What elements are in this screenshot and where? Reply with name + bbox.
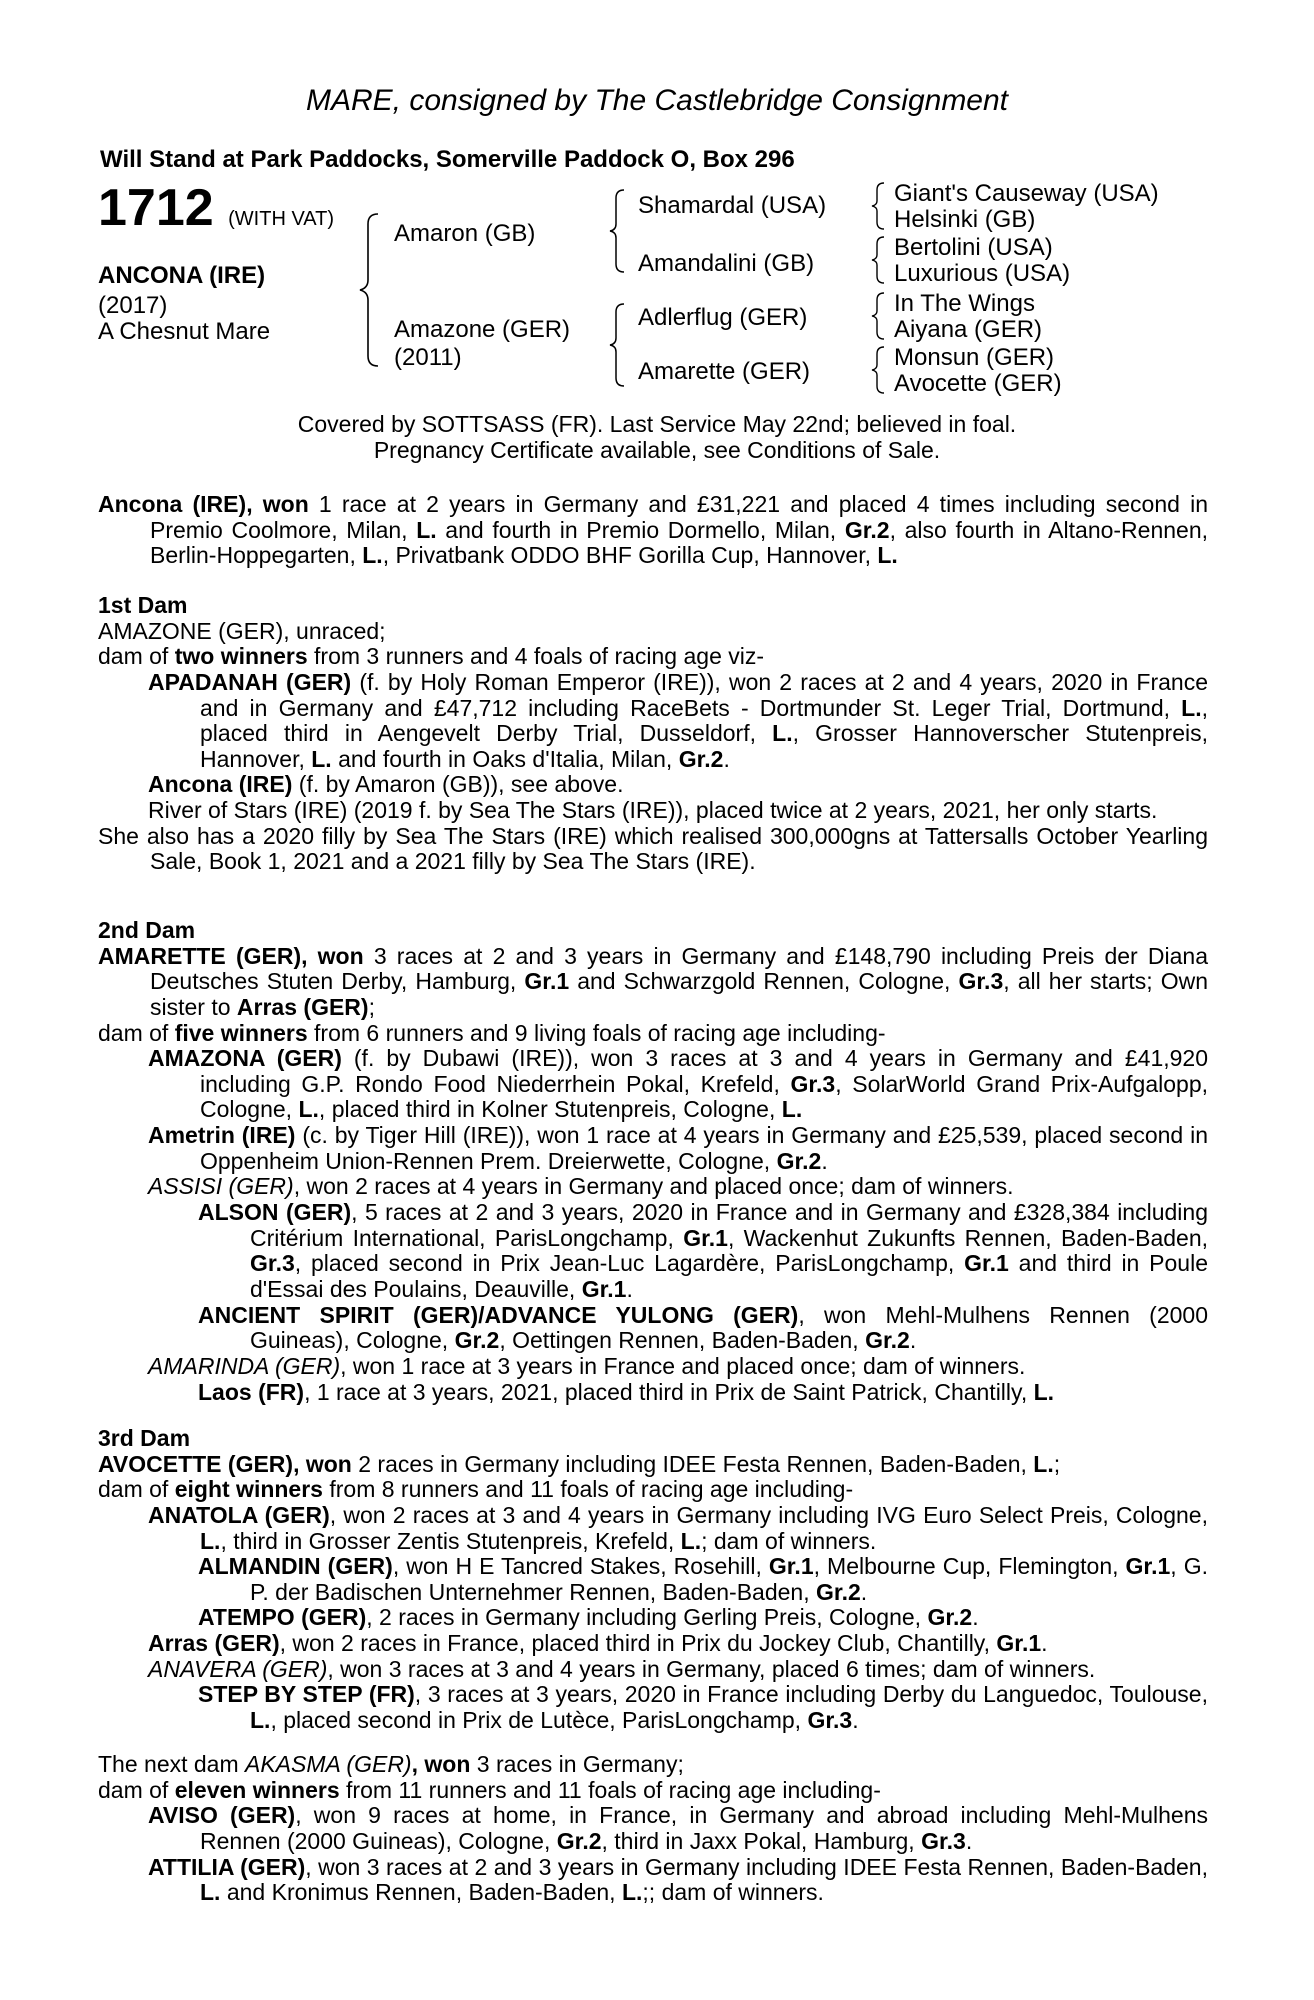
grade: Gr.1 bbox=[524, 968, 570, 995]
stand-location: Will Stand at Park Paddocks, Somerville Paddock O, Box 296 bbox=[100, 146, 795, 173]
text: , won 1 race at 3 years in France and placed once; dam of winners. bbox=[340, 1352, 1026, 1379]
progeny-river-of-stars: River of Stars (IRE) (2019 f. by Sea The Stars (IRE)), placed twice at 2 years, 2021, her only starts. bbox=[148, 797, 1158, 824]
text: , Grosser Hannoverscher Stutenpreis, Hannover, bbox=[200, 720, 1209, 772]
text: , placed third in Aengevelt Derby Trial, Dusseldorf, bbox=[200, 694, 1208, 747]
pedigree-g5: In The Wings bbox=[894, 290, 1035, 317]
covered-note bbox=[0, 412, 1314, 464]
she-also-note: She also has a 2020 filly by Sea The Stars (IRE) which realised 300,000gns at Tattersalls October Yearling Sale, Book 1, 2021 and a 2021 filly by Sea The Stars (IRE). bbox=[98, 822, 1208, 875]
listed: L. bbox=[311, 745, 332, 772]
horse-ref: Ametrin (IRE) bbox=[148, 1122, 296, 1149]
progeny-aviso bbox=[98, 1803, 1208, 1854]
text: ; bbox=[368, 993, 375, 1020]
lot-number bbox=[98, 179, 335, 237]
dam-summary bbox=[98, 1778, 1208, 1804]
text: . bbox=[972, 1604, 979, 1631]
progeny-arras bbox=[98, 1631, 1208, 1657]
text: , 1 race at 3 years, 2021, placed third in Prix de Saint Patrick, Chantilly, bbox=[304, 1378, 1034, 1405]
horse-year: (2017) bbox=[98, 292, 168, 319]
text: . bbox=[852, 1707, 859, 1734]
listed: L. bbox=[362, 542, 383, 569]
listed: L. bbox=[1033, 1450, 1054, 1477]
pedigree-brace-sire bbox=[606, 186, 636, 276]
text: . bbox=[723, 745, 730, 772]
text: from 6 runners and 9 living foals of racing age including- bbox=[307, 1019, 886, 1046]
horse-ref: ANATOLA (GER) bbox=[148, 1501, 330, 1528]
text: , third in Jaxx Pokal, Hamburg, bbox=[601, 1827, 922, 1854]
won-word: , won bbox=[301, 942, 364, 969]
text: , placed second in Prix Jean-Luc Lagardère, ParisLongchamp, bbox=[294, 1250, 965, 1277]
progeny-alson bbox=[98, 1200, 1208, 1303]
pedigree-dam: Amazone (GER) bbox=[394, 316, 571, 343]
text: . bbox=[821, 1147, 828, 1174]
pedigree-g8: Avocette (GER) bbox=[894, 370, 1062, 397]
progeny-anavera bbox=[98, 1657, 1208, 1683]
section-heading: 2nd Dam bbox=[98, 917, 196, 943]
text: and third in Poule d'Essai des Poulains, Deauville, bbox=[250, 1250, 1208, 1302]
first-dam-section bbox=[98, 593, 1208, 875]
horse-ref: Ancona (IRE) bbox=[148, 771, 293, 798]
text: , 5 races at 2 and 3 years, 2020 in France and in Germany and £328,384 including Critérium International, ParisLongchamp, bbox=[250, 1199, 1208, 1251]
progeny-ancona bbox=[98, 772, 1208, 798]
text: ; dam of winners. bbox=[648, 1879, 824, 1906]
text: , won 2 races in France, placed third in Prix du Jockey Club, Chantilly, bbox=[279, 1630, 997, 1657]
section-heading: 1st Dam bbox=[98, 592, 188, 618]
progeny-apadanah bbox=[98, 670, 1208, 773]
text: from 8 runners and 11 foals of racing age including- bbox=[322, 1476, 854, 1503]
grade: Gr.3 bbox=[921, 1827, 966, 1854]
pedigree-g7: Monsun (GER) bbox=[894, 344, 1055, 371]
grade: Gr.2 bbox=[844, 516, 890, 543]
pedigree-sire-sire: Shamardal (USA) bbox=[638, 192, 827, 219]
horse-ref: AMARINDA (GER) bbox=[148, 1352, 341, 1379]
dam-summary bbox=[98, 1477, 1208, 1503]
grade: Gr.1 bbox=[683, 1224, 728, 1251]
grade: Gr.3 bbox=[790, 1070, 836, 1097]
grade: Gr.2 bbox=[454, 1327, 500, 1354]
listed: L. bbox=[621, 1879, 643, 1906]
text: and Schwarzgold Rennen, Cologne, bbox=[569, 968, 959, 995]
horse-ref: Laos (FR) bbox=[198, 1378, 305, 1405]
won-word: , won bbox=[246, 491, 309, 517]
progeny-attilia bbox=[98, 1855, 1208, 1906]
text: , 3 races at 3 years, 2020 in France including Derby du Languedoc, Toulouse, bbox=[414, 1681, 1208, 1708]
listed: L. bbox=[1181, 694, 1202, 721]
grade: Gr.2 bbox=[678, 745, 724, 772]
progeny-amarinda bbox=[98, 1354, 1208, 1380]
listed: L. bbox=[200, 1879, 221, 1906]
next-dam-section bbox=[98, 1752, 1208, 1906]
text: (f. by Dubawi (IRE)), won 3 races at 3 and 4 years in Germany and £41,920 including G.P. Rondo Food Niederrhein Pokal, Krefeld, bbox=[200, 1045, 1208, 1097]
progeny-anatola bbox=[98, 1503, 1208, 1554]
horse-ref: ASSISI (GER) bbox=[148, 1173, 294, 1200]
listed: L. bbox=[1033, 1378, 1055, 1405]
text: . bbox=[909, 1327, 917, 1354]
text: , placed second in Prix de Lutèce, ParisLongchamp, bbox=[270, 1707, 808, 1734]
text: from 3 runners and 4 foals of racing age viz- bbox=[307, 643, 765, 670]
text: , also fourth in Altano-Rennen, Berlin-Hoppegarten, bbox=[150, 516, 1209, 569]
page-title: MARE, consigned by The Castlebridge Consignment bbox=[305, 84, 1009, 117]
vat-note: (WITH VAT) bbox=[228, 208, 335, 230]
listed: L. bbox=[781, 1096, 803, 1123]
dam-line: AMAZONE (GER), unraced; bbox=[98, 617, 386, 644]
horse-ref: ATTILIA (GER) bbox=[148, 1853, 306, 1880]
listed: L. bbox=[680, 1527, 702, 1554]
text: , won Mehl-Mulhens Rennen (2000 Guineas), Cologne, bbox=[250, 1301, 1208, 1354]
pedigree-dam-dam: Amarette (GER) bbox=[638, 358, 811, 385]
text: , third in Grosser Zentis Stutenpreis, Krefeld, bbox=[220, 1527, 681, 1554]
text: , G. P. der Badischen Unternehmer Rennen, Baden-Baden, bbox=[250, 1553, 1208, 1605]
grade: Gr.2 bbox=[776, 1147, 822, 1174]
listed: L. bbox=[250, 1707, 271, 1734]
text: . bbox=[860, 1578, 868, 1605]
winners-count: five winners bbox=[174, 1019, 308, 1046]
pedigree-g2: Helsinki (GB) bbox=[894, 206, 1036, 233]
progeny-amazona bbox=[98, 1046, 1208, 1123]
grade: Gr.2 bbox=[927, 1604, 973, 1631]
progeny-step-by-step bbox=[98, 1682, 1208, 1733]
text: 1 race at 2 years in Germany and £31,221 and placed 4 times including second in Premio Coolmore, Milan, bbox=[150, 491, 1209, 543]
text: , SolarWorld Grand Prix-Aufgalopp, Cologne, bbox=[200, 1070, 1208, 1123]
pregnancy-line: Pregnancy Certificate available, see Conditions of Sale. bbox=[373, 436, 941, 463]
horse-ref: APADANAH (GER) bbox=[148, 668, 352, 695]
horse-ref: AVISO (GER) bbox=[148, 1802, 296, 1829]
horse-name: ANCONA (IRE) bbox=[98, 262, 266, 289]
dam-record bbox=[98, 1452, 1208, 1478]
text: dam of bbox=[98, 1776, 175, 1803]
text: dam of bbox=[98, 1476, 175, 1503]
pedigree-brace-main bbox=[356, 210, 396, 370]
pedigree-dam-sire: Adlerflug (GER) bbox=[638, 304, 808, 331]
text: dam of bbox=[98, 1019, 175, 1046]
horse-ref: STEP BY STEP (FR) bbox=[198, 1681, 415, 1708]
horse-ref: AMAZONA (GER) bbox=[148, 1045, 342, 1072]
second-dam-section bbox=[98, 918, 1208, 1405]
pedigree-g6: Aiyana (GER) bbox=[894, 316, 1043, 343]
grade: Gr.3 bbox=[958, 968, 1004, 995]
text: ; bbox=[642, 1879, 649, 1906]
text: 3 races at 2 and 3 years in Germany and £148,790 including Preis der Diana Deutsches Stuten Derby, Hamburg, bbox=[150, 942, 1208, 995]
text: 2 races in Germany including IDEE Festa Rennen, Baden-Baden, bbox=[351, 1450, 1034, 1477]
horse-ref: AVOCETTE (GER) bbox=[98, 1450, 294, 1477]
grade: Gr.3 bbox=[250, 1250, 295, 1277]
grade: Gr.1 bbox=[1125, 1553, 1171, 1580]
horse-ref: Arras (GER) bbox=[148, 1630, 280, 1657]
text: , placed third in Kolner Stutenpreis, Cologne, bbox=[318, 1096, 782, 1123]
listed: L. bbox=[298, 1096, 319, 1123]
text: dam of bbox=[98, 643, 175, 670]
text: . bbox=[965, 1827, 973, 1854]
text: . bbox=[626, 1275, 633, 1302]
text: . bbox=[1041, 1630, 1048, 1657]
grade: Gr.1 bbox=[581, 1275, 627, 1302]
horse-ref: Ancona (IRE) bbox=[98, 491, 247, 517]
text: , 2 races in Germany including Gerling Preis, Cologne, bbox=[366, 1604, 928, 1631]
dam-record bbox=[98, 944, 1208, 1021]
grade: Gr.2 bbox=[865, 1327, 910, 1354]
text: 3 races in Germany; bbox=[470, 1751, 684, 1777]
text: , Privatbank ODDO BHF Gorilla Cup, Hannover, bbox=[382, 542, 878, 569]
horse-ref: Arras (GER) bbox=[236, 993, 369, 1020]
progeny-almandin bbox=[98, 1554, 1208, 1605]
text: , won 3 races at 3 and 4 years in Germany, placed 6 times; dam of winners. bbox=[327, 1655, 1096, 1682]
grade: Gr.1 bbox=[768, 1553, 814, 1580]
third-dam-section bbox=[98, 1426, 1208, 1734]
winners-count: eight winners bbox=[174, 1476, 323, 1503]
lot-number-value: 1712 bbox=[98, 179, 214, 237]
horse-ref: ALSON (GER) bbox=[198, 1199, 352, 1226]
text: and fourth in Premio Dormello, Milan, bbox=[436, 516, 845, 543]
winners-count: two winners bbox=[174, 643, 308, 670]
text: from 11 runners and 11 foals of racing age including- bbox=[339, 1776, 881, 1803]
horse-ref: ATEMPO (GER) bbox=[198, 1604, 367, 1631]
covered-line: Covered by SOTTSASS (FR). Last Service May 22nd; believed in foal. bbox=[297, 411, 1017, 437]
grade: Gr.2 bbox=[816, 1578, 861, 1605]
text: , won 9 races at home, in France, in Germany and abroad including Mehl-Mulhens Rennen (2000 Guineas), Cologne, bbox=[200, 1802, 1208, 1854]
pedigree-brace-g1 bbox=[868, 180, 892, 232]
grade: Gr.3 bbox=[807, 1707, 853, 1734]
horse-ref: AMARETTE (GER) bbox=[98, 942, 302, 969]
text: , won 2 races at 3 and 4 years in Germany including IVG Euro Select Preis, Cologne, bbox=[329, 1501, 1208, 1528]
horse-ref: ALMANDIN (GER) bbox=[198, 1553, 393, 1580]
text: and fourth in Oaks d'Italia, Milan, bbox=[331, 745, 679, 772]
text: , won 2 races at 4 years in Germany and placed once; dam of winners. bbox=[293, 1173, 1014, 1200]
listed: L. bbox=[772, 720, 793, 747]
progeny-ametrin bbox=[98, 1123, 1208, 1174]
text: , all her starts; Own sister to bbox=[150, 968, 1209, 1020]
race-record bbox=[98, 492, 1208, 569]
progeny-laos bbox=[98, 1380, 1208, 1406]
dam-record bbox=[98, 1752, 1208, 1778]
grade: Gr.2 bbox=[556, 1827, 602, 1854]
text: , won 3 races at 2 and 3 years in Germany including IDEE Festa Rennen, Baden-Baden, bbox=[305, 1853, 1208, 1880]
listed: L. bbox=[416, 516, 437, 543]
pedigree-g3: Bertolini (USA) bbox=[894, 234, 1053, 261]
text: The next dam bbox=[98, 1751, 246, 1777]
progeny-assisi bbox=[98, 1174, 1208, 1200]
pedigree-brace-g2 bbox=[868, 234, 892, 286]
pedigree-brace-g3 bbox=[868, 290, 892, 342]
pedigree-brace-g4 bbox=[868, 344, 892, 396]
grade: Gr.1 bbox=[996, 1630, 1042, 1657]
text: (f. by Holy Roman Emperor (IRE)), won 2 races at 2 and 4 years, 2020 in France and in Germany and £47,712 including RaceBets - Dortmunder St. Leger Trial, Dortmund, bbox=[200, 668, 1208, 721]
text: (c. by Tiger Hill (IRE)), won 1 race at 4 years in Germany and £25,539, placed second in Oppenheim Union-Rennen Prem. Dreierwette, Cologne, bbox=[200, 1122, 1208, 1174]
section-heading: 3rd Dam bbox=[98, 1425, 191, 1451]
won-word: , won bbox=[411, 1751, 471, 1777]
horse-description: A Chesnut Mare bbox=[98, 318, 271, 345]
pedigree-g4: Luxurious (USA) bbox=[894, 260, 1071, 287]
listed: L. bbox=[877, 542, 898, 569]
intro-paragraph bbox=[98, 492, 1208, 569]
winners-count: eleven winners bbox=[174, 1776, 340, 1803]
horse-ref: ANAVERA (GER) bbox=[148, 1655, 328, 1682]
text: (f. by Amaron (GB)), see above. bbox=[292, 771, 624, 798]
text: ; dam of winners. bbox=[701, 1527, 877, 1554]
pedigree-brace-dam bbox=[606, 300, 636, 390]
horse-ref: AKASMA (GER) bbox=[245, 1751, 412, 1777]
dam-summary bbox=[98, 644, 1208, 670]
pedigree-sire: Amaron (GB) bbox=[394, 220, 536, 247]
grade: Gr.1 bbox=[964, 1250, 1009, 1277]
listed: L. bbox=[200, 1527, 221, 1554]
dam-summary bbox=[98, 1021, 1208, 1047]
pedigree-sire-dam: Amandalini (GB) bbox=[638, 250, 815, 277]
text: , Melbourne Cup, Flemington, bbox=[813, 1553, 1126, 1580]
text: ; bbox=[1053, 1450, 1061, 1477]
pedigree-dam-year: (2011) bbox=[394, 344, 462, 371]
progeny-ancient-spirit bbox=[98, 1303, 1208, 1354]
text: , won H E Tancred Stakes, Rosehill, bbox=[392, 1553, 769, 1580]
progeny-atempo bbox=[98, 1605, 1208, 1631]
text: and Kronimus Rennen, Baden-Baden, bbox=[220, 1879, 622, 1906]
horse-ref: ANCIENT SPIRIT (GER)/ADVANCE YULONG (GER) bbox=[198, 1301, 799, 1328]
won-word: , won bbox=[293, 1450, 352, 1477]
pedigree-g1: Giant's Causeway (USA) bbox=[894, 180, 1159, 207]
text: , Wackenhut Zukunfts Rennen, Baden-Baden, bbox=[727, 1224, 1209, 1251]
text: , Oettingen Rennen, Baden-Baden, bbox=[499, 1327, 866, 1354]
